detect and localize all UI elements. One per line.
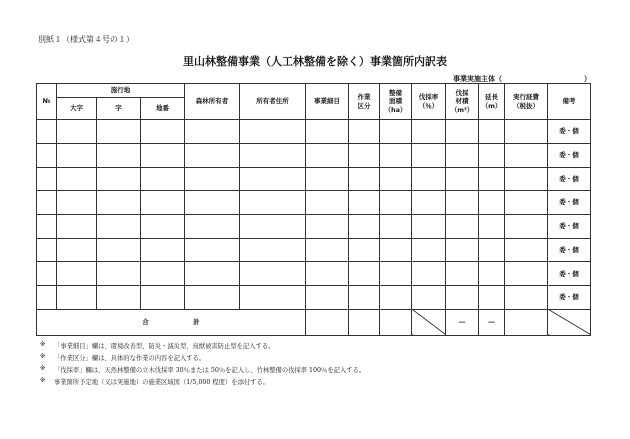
- header-remarks: 備考: [548, 84, 591, 120]
- total-area[interactable]: [380, 309, 412, 335]
- header-chiban: 地番: [141, 98, 185, 120]
- implementer-label: 事業実施主体（: [453, 75, 502, 83]
- total-row: [37, 309, 591, 335]
- header-owner: 森林所有者: [185, 84, 240, 120]
- header-row-1: [37, 84, 591, 98]
- table-row: [37, 238, 591, 262]
- notes-list: [40, 341, 365, 389]
- total-work-category[interactable]: [349, 309, 380, 335]
- header-cutting-volume: 伐採 材積 （m³）: [446, 84, 479, 120]
- header-cutting-rate: 伐採率 （％）: [412, 84, 446, 120]
- total-length: ―: [479, 309, 505, 335]
- implementer-close-paren: ）: [584, 75, 591, 83]
- header-owner-address: 所有者住所: [240, 84, 306, 120]
- table-row: [37, 167, 591, 191]
- total-cutting-rate-diagonal: [412, 309, 446, 335]
- note-item: ※ 「事業細目」欄は、環境改善型、防災・減災型、鳥獣被害防止型を記入する。: [40, 341, 275, 350]
- page-title: 里山林整備事業（人工林整備を除く）事業箇所内訳表: [183, 55, 447, 68]
- header-area: 整備 面積 （ha）: [380, 84, 412, 120]
- remarks-cell[interactable]: 委・個: [548, 286, 591, 310]
- header-work-category: 作業 区分: [349, 84, 380, 120]
- total-remarks-diagonal: [548, 309, 591, 335]
- header-azasub: 字: [97, 98, 141, 120]
- table-row: [37, 191, 591, 215]
- remarks-cell[interactable]: 委・個: [548, 167, 591, 191]
- header-no: №: [37, 84, 57, 120]
- total-project-detail[interactable]: [306, 309, 349, 335]
- note-item: ※ 「伐採率」欄は、天然林整備の立木伐採率 30％または 50％を記入し、竹林整備の伐採率 100％を記入する。: [40, 365, 366, 374]
- form-number-label: 別紙１（様式第４号の１）: [38, 35, 134, 44]
- table-row: [37, 286, 591, 310]
- remarks-cell[interactable]: 委・個: [548, 143, 591, 167]
- header-cost: 実行経費 （税抜）: [505, 84, 548, 120]
- note-item: ※ 「作業区分」欄は、具体的な作業の内容を記入する。: [40, 353, 206, 362]
- remarks-cell[interactable]: 委・個: [548, 215, 591, 239]
- total-volume: ―: [446, 309, 479, 335]
- remarks-cell[interactable]: 委・個: [548, 191, 591, 215]
- header-location: 施行地: [57, 84, 185, 98]
- note-item: ※ 事業箇所予定地（又は実施地）の施業区域図（1/5,000 程度）を添付する。: [40, 377, 270, 386]
- table-row: [37, 143, 591, 167]
- table-row: [37, 215, 591, 239]
- table-row: [37, 120, 591, 144]
- breakdown-table: [36, 83, 591, 336]
- remarks-cell[interactable]: 委・個: [548, 238, 591, 262]
- header-aza: 大字: [57, 98, 97, 120]
- remarks-cell[interactable]: 委・個: [548, 262, 591, 286]
- table-row: [37, 262, 591, 286]
- total-cost[interactable]: [505, 309, 548, 335]
- total-label: 合 計: [37, 309, 306, 335]
- remarks-cell[interactable]: 委・個: [548, 120, 591, 144]
- header-length: 延長 （m）: [479, 84, 505, 120]
- header-project-detail: 事業細目: [306, 84, 349, 120]
